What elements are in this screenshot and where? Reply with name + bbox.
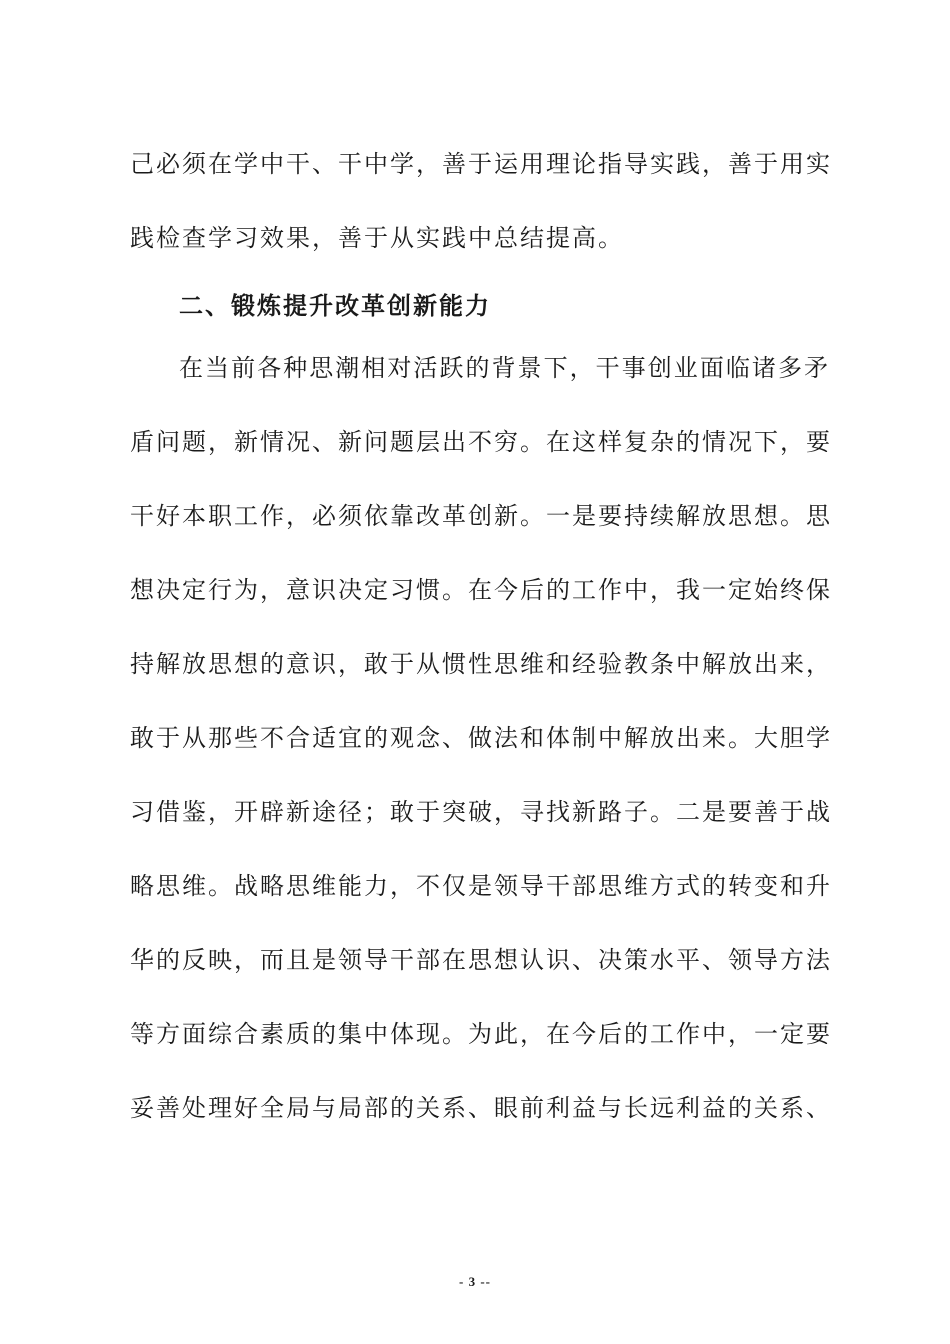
- section-heading: 二、锻炼提升改革创新能力: [179, 292, 491, 320]
- paragraph-line: 略思维。战略思维能力，不仅是领导干部思维方式的转变和升: [130, 872, 832, 900]
- paragraph-line: 践检查学习效果，善于从实践中总结提高。: [130, 224, 624, 252]
- paragraph-line: 习借鉴，开辟新途径；敢于突破，寻找新路子。二是要善于战: [130, 798, 832, 826]
- paragraph-line: 持解放思想的意识，敢于从惯性思维和经验教条中解放出来，: [130, 650, 832, 678]
- paragraph-line: 己必须在学中干、干中学，善于运用理论指导实践，善于用实: [130, 150, 832, 178]
- page-number: - 3 --: [459, 1274, 491, 1289]
- paragraph-line: 想决定行为，意识决定习惯。在今后的工作中，我一定始终保: [130, 576, 832, 604]
- paragraph-line: 华的反映，而且是领导干部在思想认识、决策水平、领导方法: [130, 946, 832, 974]
- paragraph-line: 在当前各种思潮相对活跃的背景下，干事创业面临诸多矛: [179, 354, 830, 382]
- paragraph-line: 干好本职工作，必须依靠改革创新。一是要持续解放思想。思: [130, 502, 832, 530]
- paragraph-line: 盾问题，新情况、新问题层出不穷。在这样复杂的情况下，要: [130, 428, 832, 456]
- paragraph-line: 妥善处理好全局与局部的关系、眼前利益与长远利益的关系、: [130, 1094, 832, 1122]
- paragraph-line: 等方面综合素质的集中体现。为此，在今后的工作中，一定要: [130, 1020, 832, 1048]
- paragraph-line: 敢于从那些不合适宜的观念、做法和体制中解放出来。大胆学: [130, 724, 832, 752]
